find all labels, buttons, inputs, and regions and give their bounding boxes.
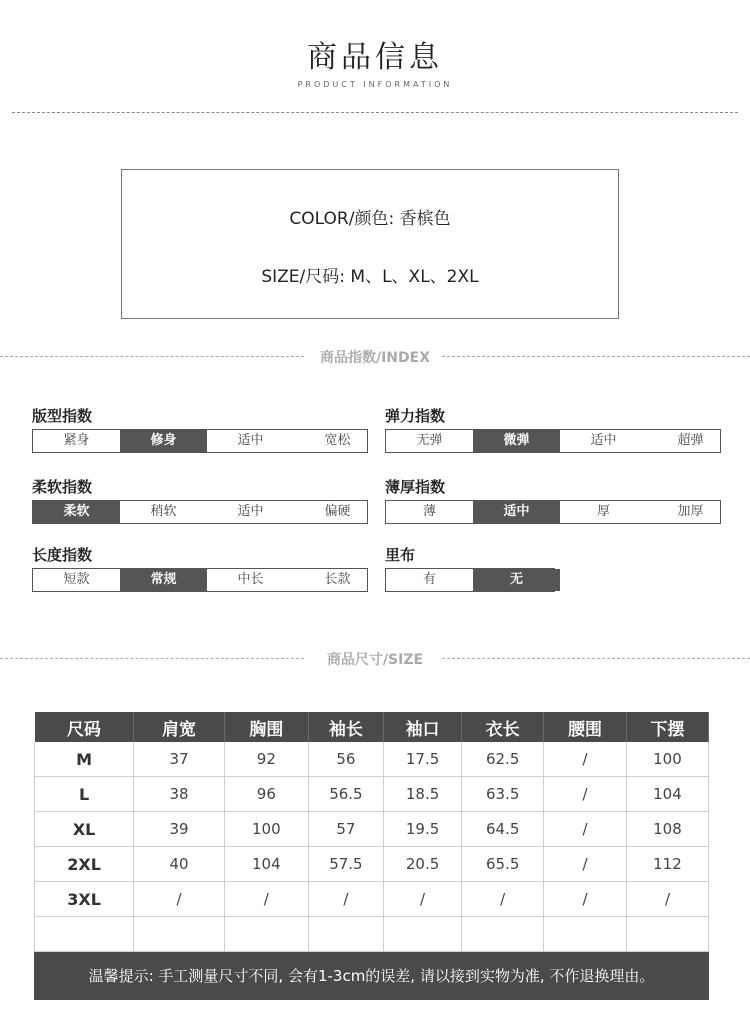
lining-option: 有 <box>422 572 436 587</box>
fit-index-title: 版型指数 <box>32 407 93 425</box>
measure-cell: 62.5 <box>462 742 544 777</box>
size-cell: 2XL <box>35 847 134 882</box>
length-index-title: 长度指数 <box>32 546 93 564</box>
length-index <box>32 545 368 592</box>
elastic-option: 超弹 <box>677 433 704 448</box>
measure-cell: 112 <box>626 847 708 882</box>
elastic-index <box>385 406 721 453</box>
empty-cell <box>384 917 462 952</box>
length-option: 长款 <box>324 572 351 587</box>
thickness-option: 薄 <box>422 504 436 519</box>
elastic-option-selected: 微弹 <box>473 430 560 452</box>
soft-index-title: 柔软指数 <box>32 478 93 496</box>
measure-cell: 100 <box>224 812 308 847</box>
measure-cell: 65.5 <box>462 847 544 882</box>
elastic-index-title: 弹力指数 <box>385 407 446 425</box>
measure-cell: / <box>544 812 627 847</box>
fit-option-selected: 修身 <box>120 430 207 452</box>
size-section-divider <box>0 648 750 668</box>
thickness-option-selected: 适中 <box>473 501 560 523</box>
measure-cell: 39 <box>134 812 225 847</box>
size-cell: 3XL <box>35 882 134 917</box>
measure-cell: / <box>462 882 544 917</box>
thickness-option: 加厚 <box>677 504 704 519</box>
lining-index-title: 里布 <box>385 546 416 564</box>
measure-cell: 92 <box>224 742 308 777</box>
empty-cell <box>35 917 134 952</box>
measure-cell: 38 <box>134 777 225 812</box>
header-cell: 腰围 <box>544 712 627 742</box>
size-cell: XL <box>35 812 134 847</box>
header-cell: 尺码 <box>35 712 134 742</box>
elastic-option: 无弹 <box>416 433 443 448</box>
header-cell: 胸围 <box>224 712 308 742</box>
measure-cell: 56 <box>308 742 383 777</box>
measure-cell: 56.5 <box>308 777 383 812</box>
measure-cell: / <box>626 882 708 917</box>
length-option-selected: 常规 <box>120 569 207 591</box>
length-option: 中长 <box>237 572 264 587</box>
table-row <box>35 777 709 812</box>
soft-option: 适中 <box>237 504 264 519</box>
size-section-label: 商品尺寸/SIZE <box>326 652 424 668</box>
header-cell: 衣长 <box>462 712 544 742</box>
table-row <box>35 742 709 777</box>
index-section-label: 商品指数/INDEX <box>319 350 431 366</box>
measure-cell: 57 <box>308 812 383 847</box>
length-index-options <box>32 568 368 592</box>
measure-cell: / <box>134 882 225 917</box>
size-value: M、L、XL、2XL <box>350 267 479 287</box>
index-section-divider <box>0 346 750 366</box>
soft-option-selected: 柔软 <box>33 501 120 523</box>
measure-cell: 18.5 <box>384 777 462 812</box>
table-row <box>35 882 709 917</box>
table-row <box>35 812 709 847</box>
thickness-index-options <box>385 500 721 524</box>
length-option: 短款 <box>63 572 90 587</box>
empty-cell <box>626 917 708 952</box>
size-table-body <box>35 742 709 952</box>
size-cell: M <box>35 742 134 777</box>
measure-cell: 108 <box>626 812 708 847</box>
size-cell: L <box>35 777 134 812</box>
header-cell: 下摆 <box>626 712 708 742</box>
color-label: COLOR/颜色: <box>289 209 395 229</box>
measure-cell: 104 <box>626 777 708 812</box>
empty-cell <box>544 917 627 952</box>
fit-index <box>32 406 368 453</box>
measure-cell: 40 <box>134 847 225 882</box>
measure-cell: / <box>384 882 462 917</box>
header-cell: 袖长 <box>308 712 383 742</box>
soft-index-options <box>32 500 368 524</box>
lining-index-options <box>385 568 555 592</box>
header-divider <box>12 112 738 113</box>
header-cell: 袖口 <box>384 712 462 742</box>
measure-cell: 37 <box>134 742 225 777</box>
thickness-option: 厚 <box>596 504 610 519</box>
thickness-index-title: 薄厚指数 <box>385 478 446 496</box>
measure-cell: 104 <box>224 847 308 882</box>
empty-cell <box>462 917 544 952</box>
measure-cell: 63.5 <box>462 777 544 812</box>
page-subtitle: PRODUCT INFORMATION <box>297 80 453 89</box>
divider-dash-right <box>442 658 750 659</box>
measure-cell: / <box>544 847 627 882</box>
size-label: SIZE/尺码: <box>261 267 346 287</box>
measure-cell: 96 <box>224 777 308 812</box>
fit-option: 宽松 <box>324 433 351 448</box>
size-table <box>34 712 709 952</box>
page-title: 商品信息 <box>307 40 443 75</box>
measure-cell: 64.5 <box>462 812 544 847</box>
measure-cell: / <box>224 882 308 917</box>
measure-cell: / <box>544 882 627 917</box>
measure-cell: 20.5 <box>384 847 462 882</box>
measure-cell: / <box>308 882 383 917</box>
empty-cell <box>224 917 308 952</box>
color-line <box>122 204 618 229</box>
soft-option: 偏硬 <box>324 504 351 519</box>
lining-index <box>385 545 555 592</box>
measure-cell: 57.5 <box>308 847 383 882</box>
color-value: 香槟色 <box>399 209 451 229</box>
lining-option-selected: 无 <box>473 569 560 591</box>
elastic-option: 适中 <box>590 433 617 448</box>
empty-cell <box>134 917 225 952</box>
measure-cell: / <box>544 777 627 812</box>
product-info-box <box>121 169 619 319</box>
divider-dash-right <box>442 356 750 357</box>
soft-option: 稍软 <box>150 504 177 519</box>
elastic-index-options <box>385 429 721 453</box>
fit-option: 紧身 <box>63 433 90 448</box>
fit-index-options <box>32 429 368 453</box>
header-cell: 肩宽 <box>134 712 225 742</box>
measure-cell: 19.5 <box>384 812 462 847</box>
fit-option: 适中 <box>237 433 264 448</box>
measure-cell: / <box>544 742 627 777</box>
soft-index <box>32 477 368 524</box>
thickness-index <box>385 477 721 524</box>
empty-cell <box>308 917 383 952</box>
table-row-empty <box>35 917 709 952</box>
measure-cell: 100 <box>626 742 708 777</box>
table-row <box>35 847 709 882</box>
size-line <box>122 262 618 287</box>
size-table-header-row <box>35 712 709 742</box>
measure-cell: 17.5 <box>384 742 462 777</box>
footer-note: 温馨提示: 手工测量尺寸不同, 会有1-3cm的误差, 请以接到实物为准, 不作退换理由。 <box>34 952 709 1000</box>
